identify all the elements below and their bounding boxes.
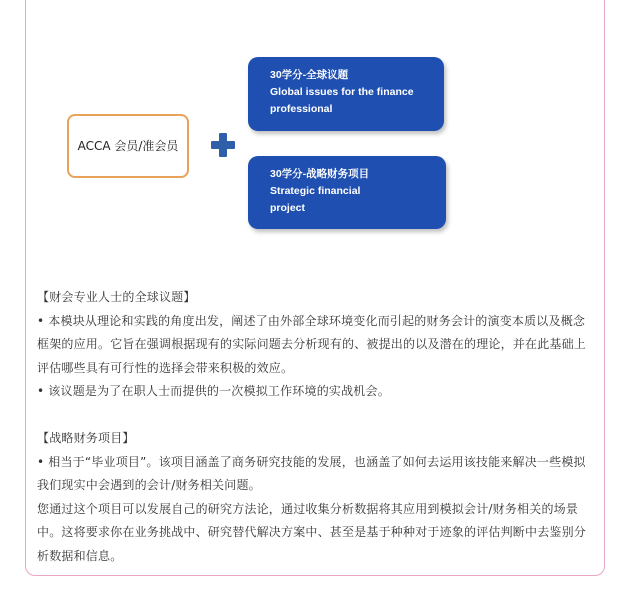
global-issues-box (248, 57, 444, 131)
strategic-project-line2: Strategic financial (270, 185, 361, 197)
section-spacer (37, 404, 597, 428)
section1-para2: • 该议题是为了在职人士而提供的一次模拟工作环境的实战机会。 (37, 384, 390, 398)
section2-para2: 您通过这个项目可以发展自己的研究方法论，通过收集分析数据将其应用到模拟会计/财务相关的场景中。这将要求你在业务挑战中、研究替代解决方案中、甚至是基于种种对于迹象的评估判断中去鉴别分析数据和信息。 (37, 501, 587, 563)
section2-heading: 【战略财务项目】 (37, 431, 135, 445)
global-issues-line3: professional (270, 103, 333, 115)
strategic-project-line3: project (270, 202, 306, 214)
section1-heading: 【财会专业人士的全球议题】 (37, 290, 196, 304)
description-text (37, 286, 597, 568)
section1-para1: • 本模块从理论和实践的角度出发，阐述了由外部全球环境变化而引起的财务会计的演变本质以及概念框架的应用。它旨在强调根据现有的实际问题去分析现有的、被提出的以及潜在的理论，并在此基础上评估哪些具有可行性的选择会带来积极的效应。 (37, 313, 587, 375)
member-box (67, 114, 189, 178)
strategic-project-box (248, 156, 446, 229)
plus-icon (210, 132, 236, 158)
acca-diagram (0, 0, 639, 260)
strategic-project-title: 30学分-战略财务项目 (270, 168, 370, 180)
global-issues-line2: Global issues for the finance (270, 86, 414, 98)
section2-para1: • 相当于“毕业项目”。该项目涵盖了商务研究技能的发展，也涵盖了如何去运用该技能来解决一些模拟我们现实中会遇到的会计/财务相关问题。 (37, 454, 586, 492)
global-issues-title: 30学分-全球议题 (270, 69, 349, 81)
member-box-label: ACCA 会员/准会员 (77, 139, 179, 153)
